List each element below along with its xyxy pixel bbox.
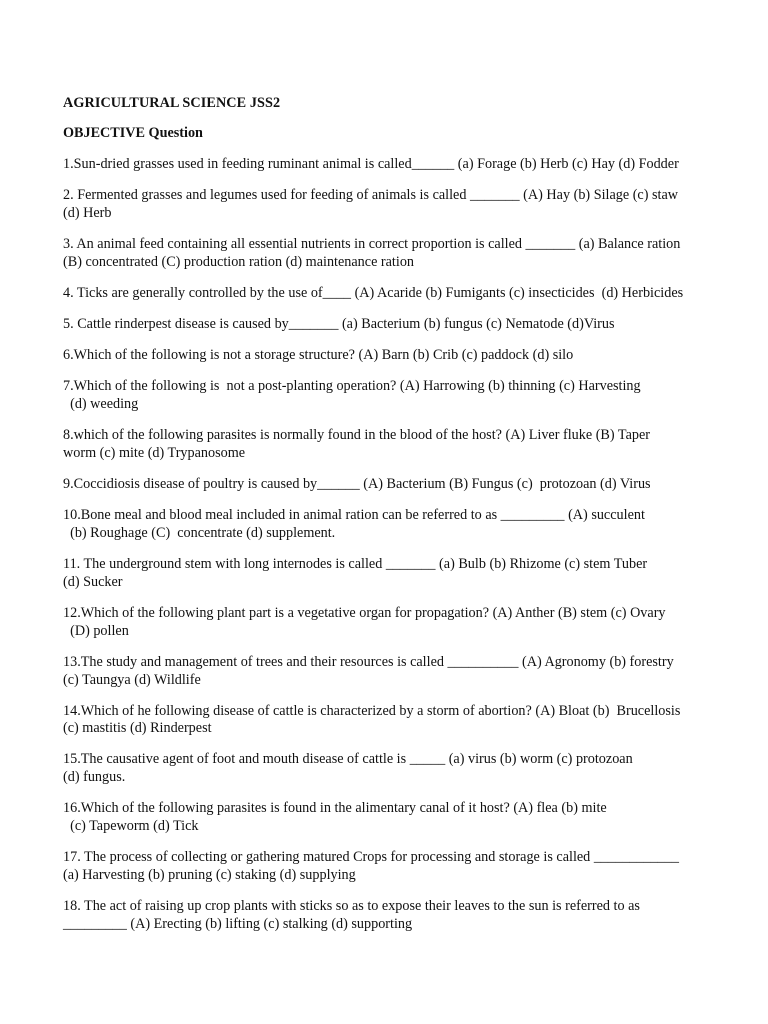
document-title: AGRICULTURAL SCIENCE JSS2 (63, 95, 281, 111)
question-18: 18. The act of raising up crop plants with sticks so as to expose their leaves to the sun is referred to as _________ (A) Erecting (b) lifting (c) stalking (d) supporting (63, 898, 640, 932)
question-13: 13.The study and management of trees and their resources is called __________ (A) Agronomy (b) forestry (c) Taungya (d) Wildlife (63, 653, 674, 688)
question-2: 2. Fermented grasses and legumes used for feeding of animals is called _______ (A) Hay (b) Silage (c) staw (d) Herb (63, 187, 679, 221)
question-5: 5. Cattle rinderpest disease is caused by_______ (a) Bacterium (b) fungus (c) Nematode (d)Virus (63, 315, 615, 332)
question-list (63, 156, 728, 934)
question-12: 12.Which of the following plant part is a vegetative organ for propagation? (A) Anther (B) stem (c) Ovary (D) pollen (63, 604, 666, 639)
question-17: 17. The process of collecting or gathering matured Crops for processing and storage is called ____________ (a) Harvesting (b) pruning (c) staking (d) supplying (63, 849, 679, 884)
question-11: 11. The underground stem with long internodes is called _______ (a) Bulb (b) Rhizome (c) stem Tuber (d) Sucker (63, 555, 648, 590)
question-14: 14.Which of he following disease of cattle is characterized by a storm of abortion? (A) Bloat (b) Brucellosis (c) mastitis (d) Rinderpest (63, 702, 681, 737)
question-4: 4. Ticks are generally controlled by the use of____ (A) Acaride (b) Fumigants (c) insecticides (d) Herbicides (63, 284, 684, 301)
question-16: 16.Which of the following parasites is found in the alimentary canal of it host? (A) flea (b) mite (c) Tapeworm (d) Tick (63, 800, 607, 835)
section-heading: OBJECTIVE Question (63, 125, 203, 141)
question-8: 8.which of the following parasites is normally found in the blood of the host? (A) Liver fluke (B) Taper worm (c) mite (d) Trypanosome (63, 427, 650, 461)
question-7: 7.Which of the following is not a post-planting operation? (A) Harrowing (b) thinning (c) Harvesting (d) weeding (63, 378, 641, 412)
question-6: 6.Which of the following is not a storage structure? (A) Barn (b) Crib (c) paddock (d) silo (63, 347, 574, 364)
question-10: 10.Bone meal and blood meal included in animal ration can be referred to as _________ (A) succulent (b) Roughage (C) concentrate (d) supplement. (63, 507, 645, 541)
question-15: 15.The causative agent of foot and mouth disease of cattle is _____ (a) virus (b) worm (c) protozoan (d) fungus. (63, 751, 633, 786)
question-9: 9.Coccidiosis disease of poultry is caused by______ (A) Bacterium (B) Fungus (c) protozoan (d) Virus (63, 475, 651, 492)
question-1: 1.Sun-dried grasses used in feeding ruminant animal is called______ (a) Forage (b) Herb (c) Hay (d) Fodder (63, 156, 679, 172)
document-page (63, 95, 728, 947)
question-3: 3. An animal feed containing all essential nutrients in correct proportion is called _______ (a) Balance ration (B) concentrated (C) production ration (d) maintenance ration (63, 235, 681, 270)
